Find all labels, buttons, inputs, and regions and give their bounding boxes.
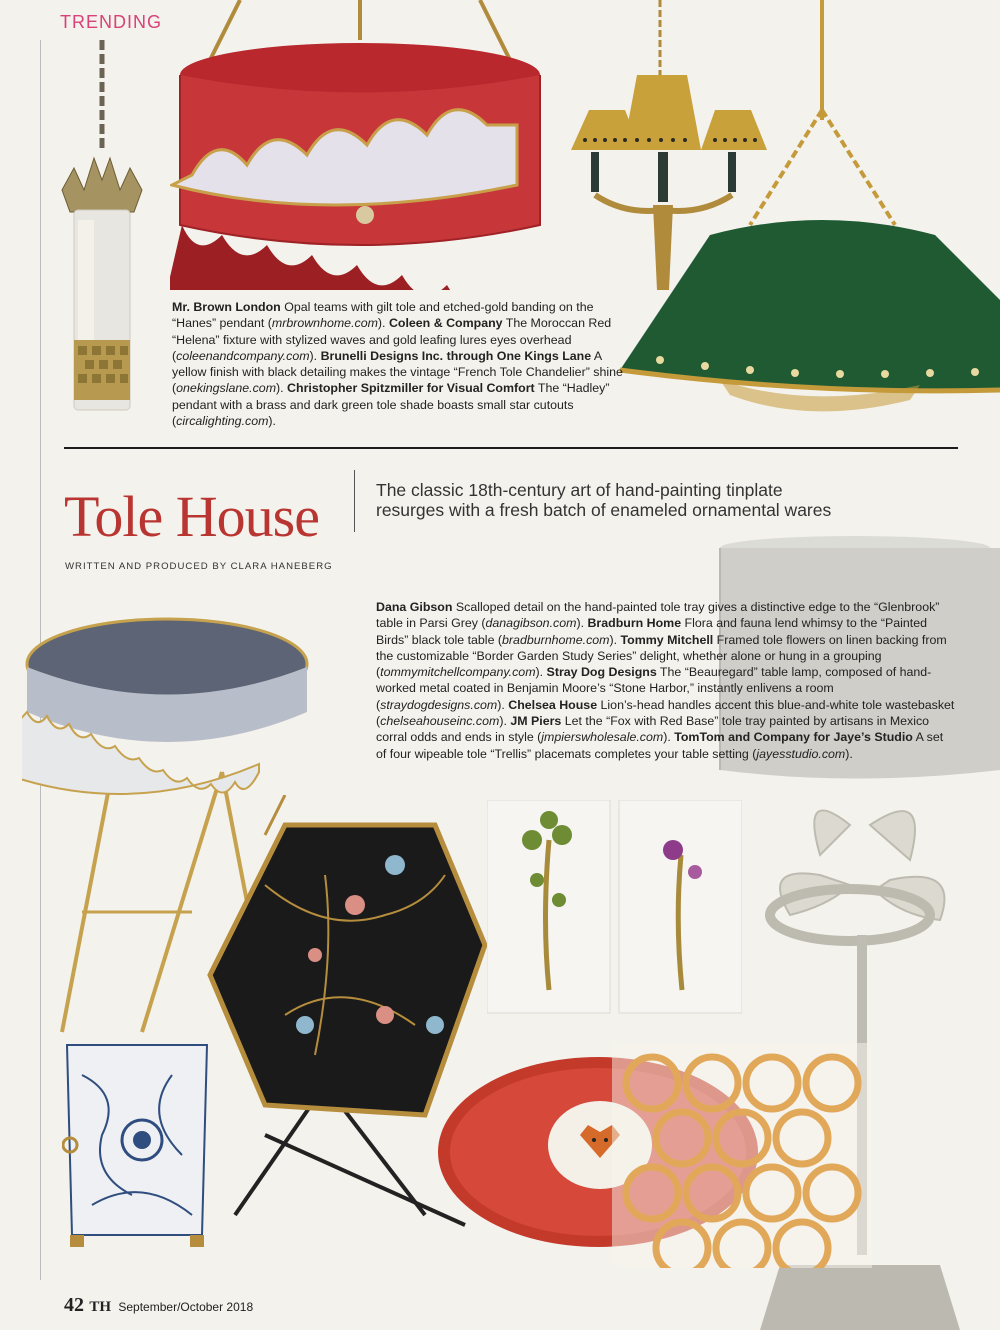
caption-url[interactable]: straydogdesigns.com xyxy=(380,697,498,712)
caption-end: ). xyxy=(309,348,318,363)
article-title: Tole House xyxy=(64,484,319,549)
caption-end: ). xyxy=(576,616,585,631)
helena-fixture-image xyxy=(170,0,550,290)
caption-text: A yellow finish with black detailing makes the vintage “French Tole Chandelier” shine ( xyxy=(172,348,623,396)
caption-text: Framed tole flowers on linen backing from the customizable “Border Garden Study Series” delight, whether alone or hung in a grouping ( xyxy=(376,632,947,680)
page-number: 42 xyxy=(64,1294,84,1316)
border-garden-flowers-image xyxy=(487,800,742,1015)
caption-end: ). xyxy=(497,697,505,712)
hadley-pendant-image xyxy=(590,0,1000,440)
caption-brand: Tommy Mitchell xyxy=(617,632,714,647)
caption-brand: TomTom and Company for Jaye’s Studio xyxy=(670,730,913,745)
article-dek: The classic 18th-century art of hand-painting tinplate resurges with a fresh batch of enameled ornamental wares xyxy=(376,480,832,520)
caption-text: Lion’s-head handles accent this blue-and-white tole wastebasket ( xyxy=(376,697,955,729)
main-caption xyxy=(376,599,956,762)
caption-url[interactable]: circalighting.com xyxy=(176,414,269,429)
caption-brand: Christopher Spitzmiller for Visual Comfort xyxy=(283,381,535,396)
caption-end: ). xyxy=(609,632,618,647)
caption-url[interactable]: coleenandcompany.com xyxy=(176,348,310,363)
page-footer xyxy=(64,1294,253,1317)
caption-url[interactable]: tommymitchellcompany.com xyxy=(380,665,536,680)
magazine-mark: TH xyxy=(89,1299,112,1315)
caption-brand: Chelsea House xyxy=(504,697,598,712)
caption-brand: Stray Dog Designs xyxy=(543,665,657,680)
caption-url[interactable]: mrbrownhome.com xyxy=(271,316,378,331)
top-rule xyxy=(64,447,958,449)
top-caption xyxy=(172,299,627,429)
caption-url[interactable]: jmpierswholesale.com xyxy=(541,730,664,745)
issue-date: September/October 2018 xyxy=(118,1300,254,1314)
hanes-pendant-image xyxy=(52,40,152,420)
caption-end: ). xyxy=(845,746,853,761)
caption-brand: Coleen & Company xyxy=(385,316,503,331)
caption-url[interactable]: onekingslane.com xyxy=(176,381,277,396)
caption-url[interactable]: danagibson.com xyxy=(485,616,577,631)
wastebasket-image xyxy=(62,1035,212,1255)
caption-end: ). xyxy=(663,730,671,745)
trellis-placemat-image xyxy=(612,1043,872,1268)
caption-brand: JM Piers xyxy=(506,714,562,729)
caption-url[interactable]: chelseahouseinc.com xyxy=(380,714,500,729)
caption-url[interactable]: bradburnhome.com xyxy=(502,632,610,647)
caption-text: Scalloped detail on the hand-painted tole tray gives a distinctive edge to the “Glenbrook” table in Parsi Grey ( xyxy=(376,600,940,631)
caption-end: ). xyxy=(276,381,284,396)
caption-brand: Mr. Brown London xyxy=(172,300,281,314)
caption-text: The “Beauregard” table lamp, composed of hand-worked metal coated in Benjamin Moore’s “Stone Harbor,” instantly enlivens a room ( xyxy=(376,665,932,712)
caption-text: A set of four wipeable tole “Trellis” placemats completes your table setting ( xyxy=(376,730,944,761)
caption-brand: Dana Gibson xyxy=(376,600,453,614)
caption-brand: Bradburn Home xyxy=(584,616,682,631)
caption-text: The “Hadley” pendant with a brass and dark green tole shade boasts small star cutouts ( xyxy=(172,381,610,429)
title-divider xyxy=(354,470,355,532)
caption-text: The Moroccan Red “Helena” fixture with stylized waves and gold leafing lures eyes overhead ( xyxy=(172,316,612,363)
caption-text: Opal teams with gilt tole and etched-gold banding on the “Hanes” pendant ( xyxy=(172,300,594,331)
caption-end: ). xyxy=(499,714,507,729)
caption-end: ). xyxy=(377,316,386,331)
section-label: TRENDING xyxy=(60,12,162,32)
caption-text: Flora and fauna lend whimsy to the “Painted Birds” black tole table ( xyxy=(376,616,927,647)
caption-text: Let the “Fox with Red Base” tole tray painted by artisans in Mexico corral odds and ends in style ( xyxy=(376,714,930,745)
caption-brand: Brunelli Designs Inc. through One Kings Lane xyxy=(317,348,592,363)
caption-end: ). xyxy=(268,414,276,429)
article-byline: WRITTEN AND PRODUCED BY CLARA HANEBERG xyxy=(65,561,333,572)
caption-end: ). xyxy=(535,665,544,680)
caption-url[interactable]: jayesstudio.com xyxy=(756,746,846,761)
